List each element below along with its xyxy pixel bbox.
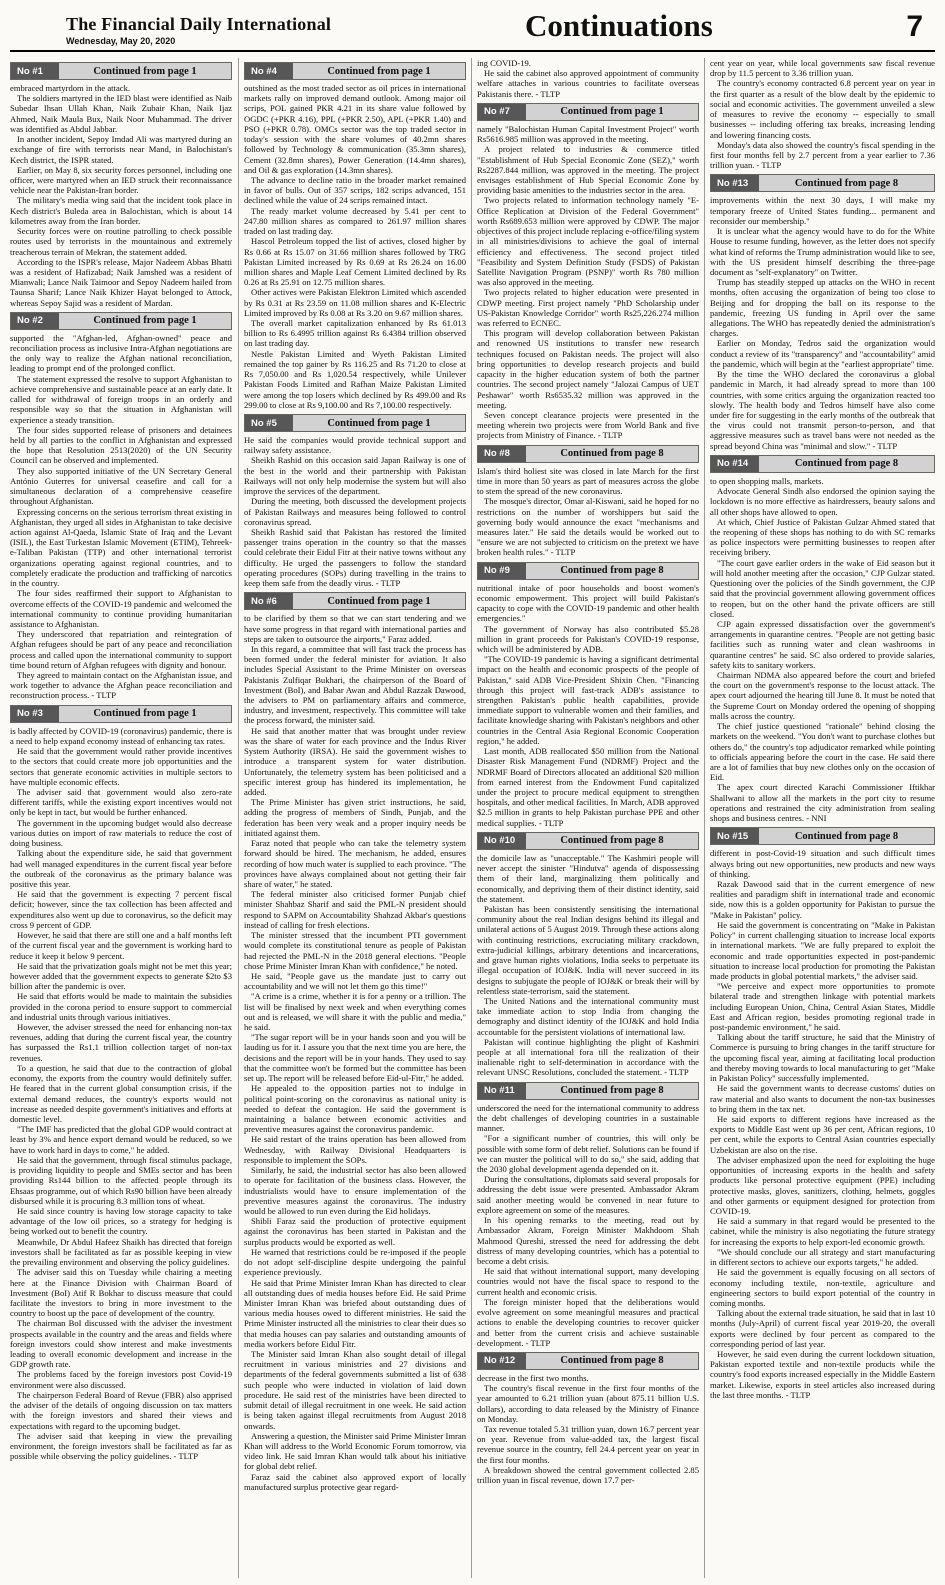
paragraph: Islam's third holiest site was closed in late March for the first time in more than 50 years as part of measures across the globe to stem the spread of the new coronavirus. <box>477 465 699 497</box>
paragraph: Earlier, on May 8, six security forces personnel, including one officer, were martyred when an IED struck their reconnaissance vehicle near the Pakistan-Iran border. <box>10 164 232 196</box>
paragraph: The apex court directed Karachi Commissioner Iftikhar Shallwani to allow all the markets in the port city to resume operations and restrained the city administration from sealing shops and business centres. - NNI <box>710 782 935 824</box>
story <box>10 705 232 1462</box>
story-number: No #4 <box>245 63 293 79</box>
paragraph: He said the government wants to decrease customs' duties on raw material and also wants to document the non-tax businesses to bring them in the tax net. <box>710 1083 935 1114</box>
paragraph: Seven concept clearance projects were presented in the meeting wherein two projects were from World Bank and five projects from Ministry of Finance. - TLTP <box>477 410 699 441</box>
story-number: No #1 <box>11 63 59 79</box>
story-number: No #9 <box>478 563 526 579</box>
paragraph: In his opening remarks to the meeting, read out by Ambassador Akram, Foreign Minister Makhdoom Shah Mahmood Qureshi, stressed the need for addressing the debt distress of many developing countries, which has a potential to become a debt crisis. <box>477 1215 699 1266</box>
paragraph: The military's media wing said that the incident took place in Kech district's Buleda area in Balochistan, which is about 14 kilometres away from the Iran border. <box>10 195 232 226</box>
paragraph: He appealed to the opposition parties not to indulge in political point-scoring on the coronavirus as national unity is needed to defeat the contagion. He said the government is maintaining a balance between economic activities and preventive measures against the coronavirus pandemic. <box>244 1083 466 1135</box>
paragraph: Advocate General Sindh also endorsed the opinion saying the lockdown is no more effective as hairdressers, beauty salons and all other shops have allowed to open. <box>710 486 935 517</box>
paragraph: Pakistan has been consistently sensitising the international community about the real Indian designs behind its illegal and unilateral actions of 5 August 2019. Through these actions along with continuing restrictions, excruciating military crackdown, extra-judicial killings, arbitrary detentions and incarcerations, and grave human rights violations, India seeks to perpetuate its illegal occupation of IOJ&K. India will never succeed in its designs to subjugate the people of IOJ&K or break their will by relentless state-terrorism, said the statement. <box>477 903 699 996</box>
paragraph: The adviser said that government would also zero-rate different tariffs, while the existing export incentives would not only be kept in tact, but would be further enhanced. <box>10 787 232 818</box>
paragraph: Two projects related to higher education were presented in CDWP meeting. First project namely "PhD Scholarship under US-Pakistan Knowledge Corridor" worth Rs25,226.274 million was referred to ECNEC. <box>477 287 699 329</box>
paragraph: However, he said that there are still one and a half months left of the current fiscal year and the government is working hard to reduce it keep it below 9 percent. <box>10 930 232 961</box>
paragraph: Two projects related to information technology namely "E-Office Replication at Division of the Federal Government" worth Rs689.653 million were approved by CDWP. The major objectives of this project include replacing e-office/filing system in all ministries/divisions to achieve the goal of internal efficiency and effectiveness. The second project titled "Feasibility and System Definition Study (FSDS) of Pakistan Satellite Navigation Program (PSNP)" worth Rs 780 million was also approved in the meeting. <box>477 195 699 288</box>
paragraph: The adviser emphasized upon the need for exploiting the huge opportunities of increasing exports in the health and safety products like personal protective equipment (PPE) including protective masks, gloves, sanitizers, clothing, helmets, goggles and other garments or equipment designed for protection from COVID-19. <box>710 1154 935 1216</box>
paragraph: He said that another matter that was brought under review was the share of water for each province and the Indus River System Authority (IRSA). He said the government wishes to introduce a transparent system for water distribution. Unfortunately, the telemetry system has been politicised and a specific interest group has hindered its implementation, he added. <box>244 725 466 797</box>
story-header <box>10 312 232 330</box>
paragraph: Talking about the tariff structure, he said that the Ministry of Commerce is pursuing to bring changes in the tariff structure for the upcoming fiscal year, aiming at facilitating local production and thereby moving towards to local manufacturing to get "Make in Pakistan Policy" successfully implemented. <box>710 1032 935 1084</box>
story <box>477 103 699 441</box>
story-number: No #8 <box>478 446 526 462</box>
paragraph: He said restart of the trains operation has been allowed from Wednesday, with Railway Divisional Headquarters is responsible to implement the SOPs. <box>244 1134 466 1165</box>
column-4 <box>710 58 935 1578</box>
paragraph: He said that the government is expecting 7 percent fiscal deficit; however, since the tax collection has been affected and expenditures also went up due to coronavirus, so the deficit may cross 9 percent of GDP. <box>10 889 232 930</box>
paragraph: The government in the upcoming budget would also decrease various duties on import of raw materials to reduce the cost of doing business. <box>10 817 232 849</box>
column-2 <box>244 58 466 1578</box>
paragraph: He said exports to different regions have increased as the exports to Middle East went up 36 per cent, African regions, 10 per cent, while the exports to Central Asian countries especially Uzbekistan are also on the rise. <box>710 1114 935 1155</box>
story-body <box>477 1373 699 1485</box>
paragraph: Tax revenue totaled 5.31 trillion yuan, down 16.7 percent year on year. Revenue from value-added tax, the largest fiscal revenue source in the country, fell 24.4 percent year on year in the first four months. <box>477 1424 699 1465</box>
paragraph: to open shopping malls, markets. <box>710 475 824 486</box>
paragraph: The government of Norway has also contributed $5.28 million in grant proceeds for Pakistan's COVID-19 response, which will be administered by ADB. <box>477 623 699 654</box>
paragraph: The chairman BoI discussed with the adviser the investment prospects available in the country and the areas and fields where foreign investors could show interest and make investments leading to overall economic development and increase in the GDP growth rate. <box>10 1318 232 1370</box>
story-title: Continued from page 8 <box>526 1353 698 1369</box>
paragraph: At which, Chief Justice of Pakistan Gulzar Ahmed stated that the reopening of these shops has nothing to do with SC remarks as police inspectors were permitting businesses to reopen after receiving bribery. <box>710 516 935 558</box>
paragraph: cent year on year, while local governments saw fiscal revenue drop by 11.5 percent to 3.36 trillion yuan. <box>710 58 935 79</box>
story-number: No #2 <box>11 313 59 329</box>
story-title: Continued from page 1 <box>59 313 231 329</box>
paragraph: However, he said even during the current lockdown situation, Pakistan exported textile and non-textile products while the country's food exports increased especially in the Middle Eastern market. Likewise, exports in steel articles also increased during the last three months. - TLTP <box>710 1349 935 1400</box>
story-number: No #12 <box>478 1353 526 1369</box>
paragraph: improvements within the next 30 days, I will make my temporary freeze of United States funding... permanent and reconsider our membership." <box>710 195 935 226</box>
paragraph: He said the government is equally focusing on all sectors of economy including textile, non-textile, agriculture and engineering sectors to build export potential of the country in coming months. <box>710 1267 935 1308</box>
paragraph: The country's fiscal revenue in the first four months of the year amounted to 6.21 trillion yuan (about 875.11 billion U.S. dollars), according to data released by the Ministry of Finance on Monday. <box>477 1383 699 1424</box>
paragraph: He said that the government would rather provide incentives to the sectors that could create more job opportunities and the sectors that generate economic activities in multiple sectors to have multiple economic effects. <box>10 746 232 787</box>
paragraph: He said since country is having low storage capacity to take advantage of the low oil prices, so a strategy for hedging is being worked out to benefit the country. <box>10 1205 232 1237</box>
story-number: No #7 <box>478 104 526 120</box>
paragraph: He said, "People gave us the mandate just to carry out accountability and we will not let them go this time!" <box>244 970 466 992</box>
paragraph: The mosque's director, Omar al-Kiswani, said he hoped for no restrictions on the number of worshippers but said the governing body would announce the exact "mechanisms and measures later." He said the details would be worked out to "ensure we are not subjected to criticism on the pretext we have broken health rules." - TLTP <box>477 496 699 558</box>
paragraph: During the consultations, diplomats said several proposals for addressing the debt issue were presented. Ambassador Akram said another meeting would be convened in near future to explore agreement on some of the measures. <box>477 1174 699 1215</box>
column-1 <box>10 58 232 1578</box>
paragraph: Sheikh Rashid on this occasion said Japan Railway is one of the best in the world and their partnership with Pakistan Railways will not only help modernise the system but will also improve the services of the department. <box>244 455 466 497</box>
paragraph: In this regard, a committee that will fast track the process has been formed under the federal minister for aviation. It also includes Special Assistant to the Prime Minister on overseas Pakistanis Zulfiqar Bukhari, the chairperson of the Board of Investment (BoI), and Babar Awan and Abdul Razzak Dawood, the advisers to PM on parliamentary affairs and commerce, industry, and investment, respectively. This committee will take the process forward, the minister said. <box>244 643 466 726</box>
paragraph: ing COVID-19. <box>477 58 531 68</box>
story-body <box>477 124 699 441</box>
story <box>477 58 699 99</box>
story-body <box>710 195 935 450</box>
paragraph: "The court gave earlier orders in the wake of Eid season but it will hold another meeting after the occasion," CJP Gulzar stated. Questioning over the policies of the Sindh government, the CJP said that the provincial government allowing government offices to reopen, but on the other hand the private officers are still closed. <box>710 557 935 619</box>
story-number: No #5 <box>245 415 293 431</box>
story-body <box>477 853 699 1078</box>
paragraph: To a question, he said that due to the contraction of global economy, the exports from the country would definitely suffer. He feared that in the current global consumption crisis, if the external demand reduces, the country's exports would not increase as needed despite government's initiatives and efforts at domestic level. <box>10 1062 232 1124</box>
paragraph: embraced martyrdom in the attack. <box>10 83 131 93</box>
story-body <box>477 1103 699 1348</box>
story-body <box>477 466 699 558</box>
story-header <box>10 62 232 80</box>
paragraph: Talking about the expenditure side, he said that government had well managed expenditures in the current fiscal year before the outbreak of the coronavirus as the primary balance was positive this year. <box>10 848 232 889</box>
story-body <box>10 333 232 701</box>
column-3 <box>477 58 699 1578</box>
paragraph: The four sides reaffirmed their support to Afghanistan to overcome effects of the COVID-19 pandemic and welcomed the international community to continue providing humanitarian assistance to Afghanistan. <box>10 588 232 629</box>
paragraph: The chairperson Federal Board of Revue (FBR) also apprised the adviser of the details of ongoing discussion on tax matters with the foreign investors and shared their views and expectations with regard to the upcoming budget. <box>10 1389 232 1431</box>
paragraph: Faraz noted that people who can take the telemetry system forward should be hired. The mechanism, he added, ensures recording of how much water is supplied to each province. "The provinces have always complained about not getting their fair share of water," he stated. <box>244 838 466 889</box>
paragraph: "The sugar report will be in your hands soon and you will be lauding us for it. I assure you that the next time you are here, the decisions and the report will be in your hands. They used to say that the committee won't be formed but the committee has been set up. The report will be released before Eid-ul-Fitr," he added. <box>244 1032 466 1084</box>
paragraph: decrease in the first two months. <box>477 1372 589 1383</box>
story-header <box>477 445 699 463</box>
paper-title: The Financial Daily International <box>66 14 332 34</box>
story <box>10 62 232 308</box>
section-title: Continuations <box>525 8 713 43</box>
column-divider <box>238 58 239 1578</box>
story-number: No #10 <box>478 833 526 849</box>
paragraph: Faraz said the cabinet also approved export of locally manufactured surplus protective gear regard- <box>244 1471 466 1492</box>
story <box>244 62 466 410</box>
paragraph: According to the ISPR's release, Major Nadeem Abbas Bhatti was a resident of Hafizabad; Naik Jamshed was a resident of Mianwali; Lance Naik Taimoor and Sepoy Nadeem hailed from Taunsa Sharif; Lance Naik Khizer Hayat belonged to Attock, whereas Sepoy Sajid was a resident of Mardan. <box>10 256 232 308</box>
paragraph: Last month, ADB reallocated $50 million from the National Disaster Risk Management Fund (NDRMF) Project and the NDRMF Board of Directors allocated an additional $20 million from earned interest from the Endowment Fund capitalized under the project to procure medical equipment to strengthen hospitals, and other medical facilities. In March, ADB approved $2.5 million in grants to help Pakistan purchase PPE and other medical supplies. - TLTP <box>477 746 699 828</box>
story-body <box>477 583 699 828</box>
story-title: Continued from page 8 <box>526 446 698 462</box>
paragraph: During the meeting, both discussed the development projects of Pakistan Railways and measures being followed to control coronavirus spread. <box>244 496 466 527</box>
story-number: No #15 <box>711 828 759 844</box>
story-header <box>477 1352 699 1370</box>
paragraph: Razak Dawood said that in the current emergence of new realities and paradigm shift in international trade and economic side, now this is a golden opportunity for Pakistan to pursue the "Make in Pakistan" policy. <box>710 878 935 920</box>
story <box>477 832 699 1078</box>
paragraph: A project related to industries & commerce titled "Establishment of Hub Special Economic Zone (SEZ)," worth Rs2287.844 million, was approved in the meeting. The project envisages establishment of Hub Special Economic Zone by providing basic amenities to the industries sector in the area. <box>477 144 699 196</box>
story <box>477 1352 699 1485</box>
story-number: No #3 <box>11 706 59 722</box>
story-header <box>710 174 935 192</box>
paragraph: "The IMF has predicted that the global GDP would contract at least by 3% and hence export demand would be reduced, so we have to work hard in days to come," he added. <box>10 1124 232 1155</box>
column-divider <box>471 58 472 1578</box>
paragraph: "For a significant number of countries, this will only be possible with some form of debt relief. Solutions can be found if we can muster the political will to do so," she said, adding that the 2030 global development agenda depended on it. <box>477 1133 699 1174</box>
paragraph: Nestle Pakistan Limited and Wyeth Pakistan Limited remained the top gainer by Rs 116.25 and Rs 71.20 to close at Rs 7,050.00 and Rs 1,020.54 respectively, while Unilever Pakistan Foods Limited and Rafhan Maize Pakistan Limited were among the top losers which declined by Rs 499.00 and Rs 299.00 to close at Rs 9,100.00 and Rs 7,100.00 respectively. <box>244 348 466 410</box>
story-title: Continued from page 8 <box>526 1083 698 1099</box>
paragraph: The statement expressed the resolve to support Afghanistan to achieve comprehensive and sustainable peace at an early date. It called for withdrawal of foreign troops in an orderly and responsible way so that the situation in Afghanistan will experience a steady transition. <box>10 373 232 425</box>
paragraph: Talking about the external trade situation, he said that in last 10 months (July-April) of current fiscal year 2019-20, the overall exports were declined by four percent as compared to the corresponding period of last year. <box>710 1308 935 1349</box>
paragraph: Trump has steadily stepped up attacks on the WHO in recent months, often accusing the organization of being too close to Beijing and for dropping the ball on its response to the pandemic, freezing US funding in April over the same allegations. The WHO has repeatedly denied the administration's charges. <box>710 277 935 339</box>
story <box>710 58 935 170</box>
story-number: No #11 <box>478 1083 526 1099</box>
paragraph: In another incident, Sepoy Imdad Ali was martyred during an exchange of fire with terrorists near Mand, in Balochistan's Kech district, the ISPR stated. <box>10 134 232 165</box>
paragraph: This program will develop collaboration between Pakistan and renowned US institutions to transfer new research techniques focused on Pakistan needs. The project will also bring opportunities to develop research projects and build capacity in the higher education system of both the partner countries. The second project namely "Jalozai Campus of UET Peshawar" worth Rs6535.32 million was approved in the meeting. <box>477 328 699 410</box>
story-header <box>477 103 699 121</box>
paragraph: Earlier on Monday, Tedros said the organization would conduct a review of its "transparency" and "accountability" amid the pandemic, which will begin at the "earliest appropriate" time. <box>710 338 935 369</box>
story-title: Continued from page 8 <box>759 828 934 844</box>
story-title: Continued from page 8 <box>526 833 698 849</box>
paragraph: He said the cabinet also approved appointment of community welfare attaches in various countries to facilitate overseas Pakistanis there. - TLTP <box>477 68 699 99</box>
paragraph: The Minister said Imran Khan also sought detail of illegal recruitment in various ministries and 27 divisions and departments of the federal governments submitted a list of 638 such people who were inducted in violation of laid down procedure. He said rest of the ministries have been directed to submit detail of illegal recruitment in one week. He said action is being taken against illegal recruitments from August 2018 onwards. <box>244 1349 466 1431</box>
story <box>710 455 935 823</box>
story-header <box>244 592 466 610</box>
paragraph: He said the government is concentrating on "Make in Pakistan Policy" in current challenging situation to increase local exports in international markets. "We are fully prepared to exploit the economic and trade opportunities expected in post-pandemic situation to increase local production for promoting the Pakistan made products in global potential markets," the adviser said. <box>710 919 935 981</box>
paragraph: They also supported initiative of the UN Secretary General António Guterres for universal ceasefire and call for a simultaneous declaration of a comprehensive ceasefire throughout Afghanistan. <box>10 465 232 507</box>
paragraph: CJP again expressed dissatisfaction over the government's arrangements in quarantine centres. "People are not getting basic facilities such as running water and clean washrooms in quarantine centres" he said. SC also ordered to provide salaries, safety kits to sanitary workers. <box>710 618 935 670</box>
paragraph: They underscored that repatriation and reintegration of Afghan refugees should be part of any peace and reconciliation process and called upon the international community to support time bound return of Afghan refugees with dignity and honour. <box>10 629 232 670</box>
paragraph: The adviser said that keeping in view the prevailing environment, the foreign investors shall be facilitated as far as possible while observing the policy guidelines. - TLTP <box>10 1430 232 1462</box>
paragraph: "We perceive and expect more opportunities to promote bilateral trade and strengthen linkage with potential markets including European Union, China, Central Asian States, Middle East and African region, besides promoting regional trade in post-pandemic environment," he said. <box>710 981 935 1033</box>
story <box>10 312 232 701</box>
paragraph: Chairman NDMA also appeared before the court and briefed the court on the government's response to the locust attack. The apex court adjourned the hearing till June 8. It must be noted that the Supreme Court on Monday ordered the opening of shopping malls across the country. <box>710 670 935 721</box>
paragraph: He warned that restrictions could be re-imposed if the people do not adopt self-discipline despite undergoing the painful experience previously. <box>244 1246 466 1278</box>
story-title: Continued from page 8 <box>759 175 934 191</box>
paragraph: The chief justice questioned "rationale" behind closing the markets on the weekend. "You don't want to purchase clothes but others do," the country's top adjudicator remarked while pointing to officials appearing before the court in the case. He said there are a lot of families that buy new clothes only on the occasion of Eid. <box>710 721 935 783</box>
story-header <box>710 455 935 473</box>
paragraph: namely "Balochistan Human Capital Investment Project" worth Rs5616.985 million was approved in the meeting. <box>477 123 699 145</box>
paragraph: The country's economy contracted 6.8 percent year on year in the first quarter as a result of the blow dealt by the epidemic to social and economic activities. The government unveiled a slew of measures to revive the economy -- especially to small businesses -- including offering tax breaks, increasing lending and lowering financing costs. <box>710 78 935 140</box>
paragraph: A breakdown showed the central government collected 2.85 trillion yuan in fiscal revenue, down 17.7 per- <box>477 1464 699 1486</box>
story <box>477 562 699 828</box>
paragraph: They agreed to maintain contact on the Afghanistan issue, and work together to advance the Afghan peace reconciliation and reconstruction process. - TLTP <box>10 670 232 701</box>
paragraph: He said that the government, through fiscal stimulus package, is providing liquidity to people and SMEs sector and has been providing Rs144 billion to the affected people through its Ehsaas programme, out of which Rs90 billion have been already disbursed while it is procuring 8.3 million tons of wheat. <box>10 1154 232 1206</box>
paragraph: He said that the privatization goals might not be met this year; however added that the government expects to generate $2to $3 billion after the pandemic is over. <box>10 960 232 992</box>
paragraph: The soldiers martyred in the IED blast were identified as Naib Subedar Ihsan Ullah Khan, Naik Zubair Khan, Naik Ijaz Ahmed, Naik Maula Bux, Naik Noor Muhammad. The driver was identified as Abdul Jabbar. <box>10 93 232 134</box>
story-body <box>710 848 935 1400</box>
story-header <box>710 827 935 845</box>
paragraph: Security forces were on routine patrolling to check possible routes used by terrorists in the mountainous and extremely treacherous terrain of Mekran, the statement added. <box>10 226 232 257</box>
story-body <box>10 83 232 308</box>
story-title: Continued from page 1 <box>59 706 231 722</box>
story-title: Continued from page 1 <box>293 415 465 431</box>
story-header <box>477 562 699 580</box>
masthead <box>10 8 935 52</box>
paragraph: Monday's data also showed the country's fiscal spending in the first four months fell by 2.7 percent from a year earlier to 7.36 trillion yuan. - TLTP <box>710 139 935 171</box>
paragraph: He said that Prime Minister Imran Khan has directed to clear all outstanding dues of media houses before Eid. He said Prime Minister Imran Khan was briefed about outstanding dues of various media houses owed to different ministries. He said the Prime Minister instructed all the ministries to clear their dues so that media houses can pay salaries and outstanding amounts of media workers before Eidul Fitr. <box>244 1277 466 1349</box>
paragraph: Sheikh Rashid said that Pakistan has restored the limited passenger trains operation in the country so that the masses could celebrate their Eidul Fitr at their native towns without any difficulty. He urged the passengers to follow the standard operating procedures (SOPs) during travelling in the trains to keep them safe from the deadly virus. - TLTP <box>244 526 466 589</box>
paragraph: He said that efforts would be made to maintain the subsidies provided in the corona period to ensure support to commercial and industrial units through various initiatives. <box>10 991 232 1022</box>
story <box>244 414 466 588</box>
column-divider <box>704 58 705 1578</box>
paragraph: The foreign minister hoped that the deliberations would evolve agreement on some meaningful measures and practical actions to enable the developing countries to recover quicker and better from the current crisis and achieve sustainable development. - TLTP <box>477 1296 699 1348</box>
story-header <box>477 832 699 850</box>
story <box>710 827 935 1400</box>
story-body <box>244 83 466 410</box>
paragraph: different in post-Covid-19 situation and such difficult times always bring out new opportunities, new products and new ways of thinking. <box>710 848 935 879</box>
story-body <box>477 58 699 99</box>
paragraph: The overall market capitalization enhanced by Rs 61.013 billion to Rs 6.4995 trillion against Rs 6.4384 trillion observed on last trading day. <box>244 318 466 349</box>
paragraph: "The COVID-19 pandemic is having a significant detrimental impact on the health and economic prospects of the people of Pakistan," said ADB Vice-President Shixin Chen. "Financing through this project will fast-track ADB's assistance to strengthen Pakistan's public health capabilities, provide immediate support to vulnerable women and their families, and facilitate knowledge sharing with Pakistan's neighbors and other countries in the Central Asia Regional Economic Cooperation region," he added. <box>477 654 699 746</box>
story-number: No #6 <box>245 593 293 609</box>
story-header <box>10 705 232 723</box>
paragraph: The four sides supported release of prisoners and detainees held by all parties to the conflict in Afghanistan and expressed the hope that Resolution 2513(2020) of the UN Security Council can be observed and implemented. <box>10 424 232 466</box>
paragraph: However, the adviser stressed the need for enhancing non-tax revenues, adding that during the current fiscal year, the country has surpassed the Rs1.1 trillion collection target of non-tax revenues. <box>10 1022 232 1063</box>
story-header <box>477 1082 699 1100</box>
paragraph: The problems faced by the foreign investors post Covid-19 environment were also discussed. <box>10 1369 232 1390</box>
story-body <box>710 476 935 823</box>
story-title: Continued from page 1 <box>526 104 698 120</box>
paragraph: The federal minister also criticised former Punjab chief minister Shahbaz Sharif and said the PML-N president should respond to SAPM on Accountability Shahzad Akbar's questions instead of calling for fresh elections. <box>244 889 466 930</box>
paragraph: The adviser said this on Tuesday while chairing a meeting here at the Finance Division with Chairman Board of Investment (BoI) Atif R Bokhar to discuss measure that could facilitate the investors to bring in more investment to the country to boost up the pace of development of the country. <box>10 1267 232 1319</box>
story-header <box>244 414 466 432</box>
paragraph: Expressing concerns on the serious terrorism threat existing in Afghanistan, they urged all sides in Afghanistan to take decisive action against Al-Qaeda, Islamic State of Iraq and the Levant (ISIL), the East Turkestan Islamic Movement (ETIM), Tehreek-e-Taliban Pakistan (TTP) and other international terrorist organizations operating against regional countries, and to completely eradicate the production and trafficking of narcotics in the country. <box>10 506 232 589</box>
paragraph: Similarly, he said, the industrial sector has also been allowed to operate for facilitation of the business class. However, the industrialists would have to ensure implementation of the preventive measures against the coronavirus. The industry would be allowed to run even during the Eid holidays. <box>244 1165 466 1216</box>
paragraph: He said the companies would provide technical support and railway safety assistance. <box>244 435 466 456</box>
paragraph: The ready market volume decreased by 5.41 per cent to 247.80 million shares as compared to 261.97 million shares traded on last trading day. <box>244 205 466 237</box>
story-title: Continued from page 8 <box>526 563 698 579</box>
paragraph: supported the "Afghan-led, Afghan-owned" peace and reconciliation process as inclusive Intra-Afghan negotiations are the only way to realize the Afghan national reconciliation, leading to prompt end of the prolonged conflict. <box>10 332 232 374</box>
paragraph: to be clarified by them so that we can start tendering and we have some progress in that regard with international parties and steps are taken to outsource the airports," Faraz added. <box>244 613 466 644</box>
paragraph: The Prime Minister has given strict instructions, he said, adding the progress of members of Sindh, Punjab, and the federation has been very weak and a proper inquiry needs be initiated against them. <box>244 797 466 838</box>
story-number: No #14 <box>711 456 759 472</box>
paragraph: "We should conclude our all strategy and start manufacturing in different sectors to achieve our exports targets," he added. <box>710 1246 935 1268</box>
story <box>244 592 466 1492</box>
paragraph: He said that without international support, many developing countries would not have the fiscal space to respond to the current health and economic crisis. <box>477 1266 699 1297</box>
story-body <box>710 58 935 170</box>
paragraph: Other actives were Pakistan Elektron Limited which ascended by Rs 0.31 at Rs 23.59 on 11.08 million shares and K-Electric Limited improved by Rs 0.08 at Rs 3.20 on 9.67 million shares. <box>244 287 466 318</box>
story-title: Continued from page 1 <box>293 593 465 609</box>
paragraph: underscored the need for the international community to address the debt challenges of developing countries in a sustainable manner. <box>477 1102 699 1134</box>
issue-date: Wednesday, May 20, 2020 <box>66 36 176 46</box>
paragraph: Shibli Faraz said the production of protective equipment against the coronavirus has been started in Pakistan and the surplus products would be exported as well. <box>244 1216 466 1247</box>
story-body <box>244 613 466 1492</box>
paragraph: nutritional intake of poor households and boost women's economic empowerment. This project will build Pakistan's capacity to cope with the COVID-19 pandemic and other health emergencies." <box>477 582 699 624</box>
paragraph: is badly affected by COVID-19 (coronavirus) pandemic, there is a need to help expand economy instead of enhancing tax rates. <box>10 725 232 746</box>
story-number: No #13 <box>711 175 759 191</box>
story <box>477 1082 699 1348</box>
paragraph: Answering a question, the Minister said Prime Minister Imran Khan will address to the World Economic Forum tomorrow, via video link. He said Imran Khan would talk about his initiative for global debt relief. <box>244 1430 466 1472</box>
paragraph: Pakistan will continue highlighting the plight of Kashmiri people at all international fora till the realization of their inalienable right to self-determination in accordance with the relevant UNSC Resolutions, concluded the statement. - TLTP <box>477 1036 699 1078</box>
paragraph: outshined as the most traded sector as oil prices in international markets rally on improved demand outlook. Among major oil scrips, POL gained PKR 4.21 in its share value followed by OGDC (+PKR 4.16), PPL (+PKR 2.50), APL (+PKR 1.40) and PSO (+PKR 0.78). OMCs sector was the top traded sector in today's session with the share volumes of 40.2mn shares followed by Technology & communication (35.3mn shares), Cement (32.8mn shares), Power Generation (14.4mn shares), and Oil & gas exploration (14.3mn shares). <box>244 83 466 175</box>
paragraph: The minister stressed that the incumbent PTI government would complete its constitutional tenure as people of Pakistan had rejected the PML-N in the 2018 general elections. "People chose Prime Minister Imran Khan with confidence," he noted. <box>244 930 466 971</box>
paragraph: The advance to decline ratio in the broader market remained in favor of bulls. Out of 357 scrips, 182 scrips advanced, 151 declined while the value of 24 scrips remained intact. <box>244 174 466 206</box>
story-body <box>244 435 466 588</box>
paragraph: By the time the WHO declared the coronavirus a global pandemic in March, it had already spread to more than 100 countries, with some critics arguing the organization reacted too slowly. The health body and Tedros himself have also come under fire for suggesting in the early months of the outbreak that the virus could not transmit person-to-person, and that aggressive measures such as travel bans were not needed as the spread beyond China was "minimal and slow." - TLTP <box>710 369 935 451</box>
story-title: Continued from page 1 <box>59 63 231 79</box>
story-title: Continued from page 1 <box>293 63 465 79</box>
story-title: Continued from page 8 <box>759 456 934 472</box>
paragraph: "A crime is a crime, whether it is for a penny or a trillion. The list will be finalised by next week and when everything comes out and is released, we will share it with the public and media," he said. <box>244 991 466 1033</box>
story-header <box>244 62 466 80</box>
paragraph: Meanwhile, Dr Abdul Hafeez Shaikh has directed that foreign investors shall be facilitated as far as possible keeping in view the prevailing environment and observing the policy guidelines. <box>10 1236 232 1268</box>
paragraph: He said a summary in that regard would be presented to the cabinet, while the ministry is also negotiating the future strategy for increasing the exports to help export-led economic growth. <box>710 1216 935 1247</box>
paragraph: It is unclear what the agency would have to do for the White House to resume funding, however, as the letter does not specify what kind of reforms the Trump administration would like to see, with the US president himself describing the three-page document as "self-explanatory" on Twitter. <box>710 226 935 277</box>
story-body <box>10 726 232 1462</box>
story <box>477 445 699 558</box>
story <box>710 174 935 450</box>
paragraph: The United Nations and the international community must take immediate action to stop India from changing the demography and distinct identity of the IOJ&K and hold India accountable for the persistent violations of international law. <box>477 995 699 1037</box>
paragraph: the domicile law as "unacceptable." The Kashmiri people will never accept the sinister "Hindutva" agenda of dispossessing them of their land, marginalizing them politically and economically, and depriving them of their distinct identity, said the statement. <box>477 852 699 904</box>
paragraph: Hascol Petroleum topped the list of actives, closed higher by Rs 0.66 at Rs 15.07 on 31.66 million shares followed by TRG Pakistan Limited increased by Rs 0.69 at Rs 26.24 on 16.00 million shares and Maple Leaf Cement Limited declined by Rs 0.26 at Rs 25.91 on 12.75 million shares. <box>244 236 466 288</box>
page-number: 7 <box>906 10 923 43</box>
